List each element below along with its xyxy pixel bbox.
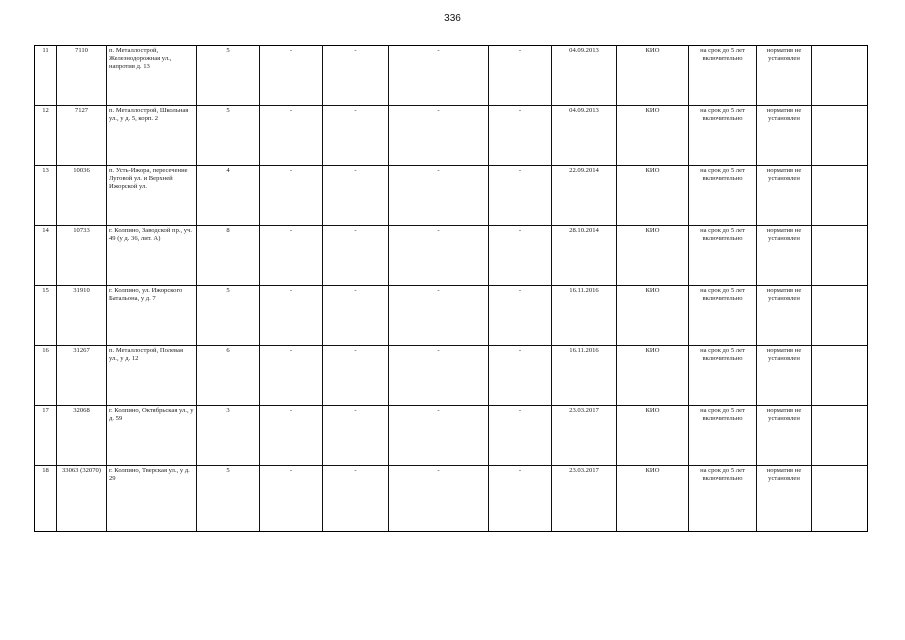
row-number: 11 (35, 46, 57, 106)
cell-dash: - (323, 166, 389, 226)
term: на срок до 5 лет включительно (689, 346, 757, 406)
extra-cell (812, 46, 868, 106)
object-id: 31910 (57, 286, 107, 346)
object-id: 33063 (32070) (57, 466, 107, 532)
table-row (35, 286, 868, 346)
cell-dash: - (389, 406, 489, 466)
object-id: 10733 (57, 226, 107, 286)
cell-dash: - (489, 466, 552, 532)
organization: КИО (617, 106, 689, 166)
cell-dash: - (323, 466, 389, 532)
cell-dash: - (260, 346, 323, 406)
cell-dash: - (389, 166, 489, 226)
row-number: 16 (35, 346, 57, 406)
place-count: 8 (197, 226, 260, 286)
cell-dash: - (260, 166, 323, 226)
place-count: 4 (197, 166, 260, 226)
table-row (35, 406, 868, 466)
object-id: 31267 (57, 346, 107, 406)
norm: норматив не установлен (757, 286, 812, 346)
organization: КИО (617, 226, 689, 286)
cell-dash: - (389, 466, 489, 532)
row-number: 13 (35, 166, 57, 226)
cell-dash: - (323, 286, 389, 346)
cell-dash: - (323, 226, 389, 286)
organization: КИО (617, 46, 689, 106)
cell-dash: - (260, 226, 323, 286)
cell-dash: - (489, 346, 552, 406)
norm: норматив не установлен (757, 226, 812, 286)
term: на срок до 5 лет включительно (689, 466, 757, 532)
address: п. Металлострой, Школьная ул., у д. 5, корп. 2 (107, 106, 197, 166)
extra-cell (812, 346, 868, 406)
address: г. Колпино, ул. Ижорского Батальона, у д. 7 (107, 286, 197, 346)
cell-dash: - (489, 46, 552, 106)
term: на срок до 5 лет включительно (689, 406, 757, 466)
extra-cell (812, 286, 868, 346)
cell-dash: - (389, 286, 489, 346)
address: г. Колпино, Заводской пр., уч. 49 (у д. 36, лит. А) (107, 226, 197, 286)
object-id: 7110 (57, 46, 107, 106)
cell-dash: - (389, 346, 489, 406)
norm: норматив не установлен (757, 106, 812, 166)
decision-date: 23.03.2017 (552, 406, 617, 466)
address: п. Металлострой, Железнодорожная ул., напротив д. 13 (107, 46, 197, 106)
address: г. Колпино, Октябрьская ул., у д. 59 (107, 406, 197, 466)
table-row (35, 226, 868, 286)
term: на срок до 5 лет включительно (689, 106, 757, 166)
organization: КИО (617, 346, 689, 406)
cell-dash: - (489, 166, 552, 226)
cell-dash: - (489, 286, 552, 346)
cell-dash: - (323, 106, 389, 166)
row-number: 17 (35, 406, 57, 466)
place-count: 5 (197, 466, 260, 532)
term: на срок до 5 лет включительно (689, 226, 757, 286)
place-count: 5 (197, 106, 260, 166)
row-number: 14 (35, 226, 57, 286)
row-number: 18 (35, 466, 57, 532)
table-row (35, 106, 868, 166)
cell-dash: - (323, 406, 389, 466)
decision-date: 23.03.2017 (552, 466, 617, 532)
table-row (35, 346, 868, 406)
cell-dash: - (260, 466, 323, 532)
decision-date: 22.09.2014 (552, 166, 617, 226)
table-row (35, 466, 868, 532)
norm: норматив не установлен (757, 46, 812, 106)
decision-date: 28.10.2014 (552, 226, 617, 286)
cell-dash: - (389, 106, 489, 166)
organization: КИО (617, 466, 689, 532)
cell-dash: - (489, 226, 552, 286)
decision-date: 04.09.2013 (552, 46, 617, 106)
object-id: 10036 (57, 166, 107, 226)
place-count: 3 (197, 406, 260, 466)
decision-date: 16.11.2016 (552, 346, 617, 406)
norm: норматив не установлен (757, 346, 812, 406)
term: на срок до 5 лет включительно (689, 166, 757, 226)
cell-dash: - (260, 46, 323, 106)
cell-dash: - (389, 46, 489, 106)
address: п. Усть-Ижора, пересечение Луговой ул. и Верхней Ижорской ул. (107, 166, 197, 226)
cell-dash: - (389, 226, 489, 286)
cell-dash: - (323, 46, 389, 106)
organization: КИО (617, 406, 689, 466)
cell-dash: - (260, 406, 323, 466)
row-number: 12 (35, 106, 57, 166)
cell-dash: - (489, 406, 552, 466)
extra-cell (812, 166, 868, 226)
table-row (35, 46, 868, 106)
extra-cell (812, 226, 868, 286)
place-count: 5 (197, 286, 260, 346)
address: г. Колпино, Тверская ул., у д. 29 (107, 466, 197, 532)
decision-date: 16.11.2016 (552, 286, 617, 346)
organization: КИО (617, 166, 689, 226)
term: на срок до 5 лет включительно (689, 46, 757, 106)
extra-cell (812, 466, 868, 532)
norm: норматив не установлен (757, 466, 812, 532)
norm: норматив не установлен (757, 406, 812, 466)
object-id: 32068 (57, 406, 107, 466)
cell-dash: - (323, 346, 389, 406)
place-count: 6 (197, 346, 260, 406)
extra-cell (812, 106, 868, 166)
extra-cell (812, 406, 868, 466)
place-count: 5 (197, 46, 260, 106)
decision-date: 04.09.2013 (552, 106, 617, 166)
cell-dash: - (260, 106, 323, 166)
organization: КИО (617, 286, 689, 346)
term: на срок до 5 лет включительно (689, 286, 757, 346)
norm: норматив не установлен (757, 166, 812, 226)
object-id: 7127 (57, 106, 107, 166)
registry-table (34, 45, 868, 532)
cell-dash: - (260, 286, 323, 346)
address: п. Металлострой, Полевая ул., у д. 12 (107, 346, 197, 406)
page-number: 336 (444, 13, 461, 24)
row-number: 15 (35, 286, 57, 346)
table-row (35, 166, 868, 226)
cell-dash: - (489, 106, 552, 166)
